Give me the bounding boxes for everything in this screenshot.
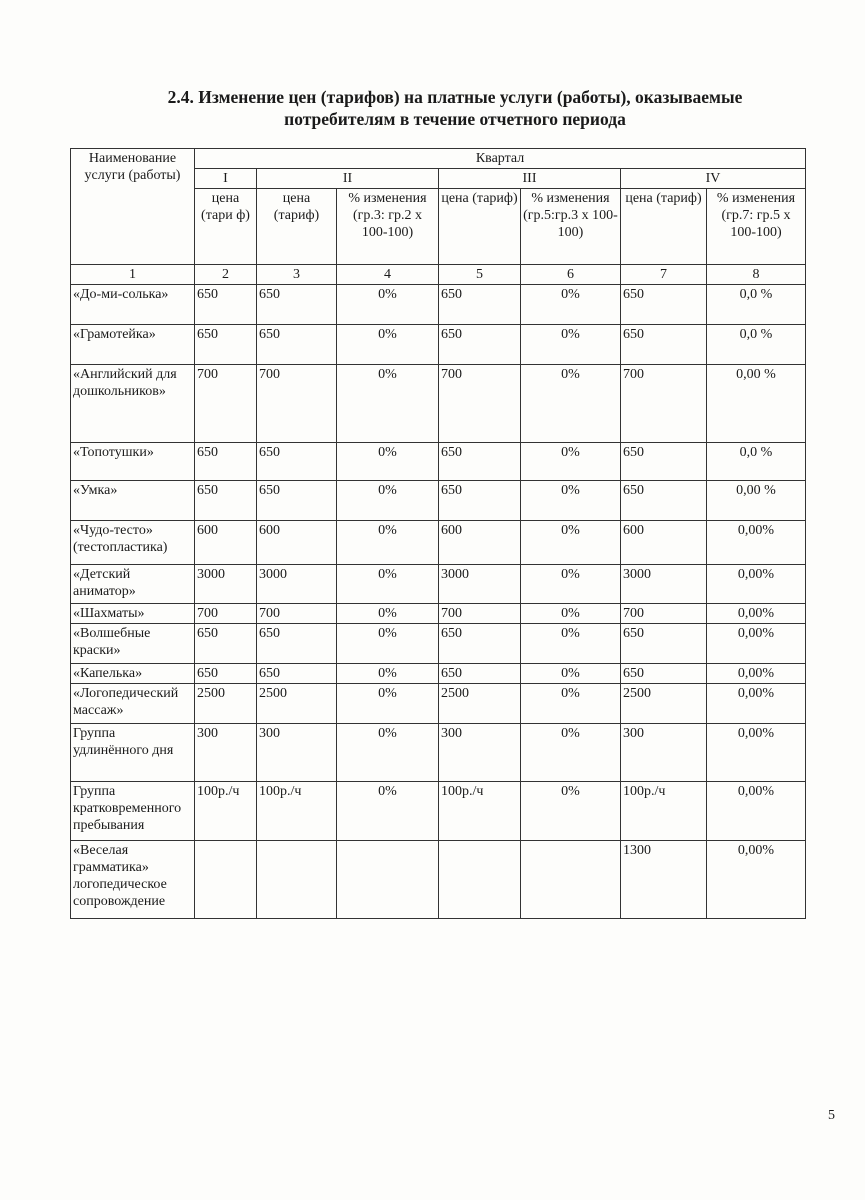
value-cell: 650 bbox=[439, 664, 521, 684]
value-cell: 650 bbox=[621, 664, 707, 684]
value-cell: 0,00% bbox=[707, 565, 806, 604]
table-row bbox=[71, 841, 806, 919]
header-q4: IV bbox=[621, 169, 806, 189]
value-cell: 1300 bbox=[621, 841, 707, 919]
value-cell: 0% bbox=[521, 285, 621, 325]
value-cell: 0% bbox=[521, 664, 621, 684]
value-cell: 650 bbox=[195, 325, 257, 365]
table-row bbox=[71, 481, 806, 521]
value-cell: 0,00% bbox=[707, 724, 806, 782]
value-cell: 0% bbox=[337, 285, 439, 325]
value-cell: 600 bbox=[195, 521, 257, 565]
value-cell: 700 bbox=[257, 365, 337, 443]
value-cell: 700 bbox=[195, 604, 257, 624]
table-row bbox=[71, 624, 806, 664]
service-name-cell: «Волшебные краски» bbox=[71, 624, 195, 664]
table-row bbox=[71, 684, 806, 724]
value-cell: 650 bbox=[195, 481, 257, 521]
header-pct-q4: % изменения (гр.7: гр.5 х 100-100) bbox=[707, 189, 806, 265]
value-cell: 0% bbox=[337, 782, 439, 841]
title-line-2: потребителям в течение отчетного периода bbox=[284, 109, 626, 129]
value-cell bbox=[521, 841, 621, 919]
value-cell bbox=[439, 841, 521, 919]
value-cell: 0,00% bbox=[707, 604, 806, 624]
value-cell: 0% bbox=[521, 604, 621, 624]
service-name-cell: Группа кратковременного пребывания bbox=[71, 782, 195, 841]
header-price-q4: цена (тариф) bbox=[621, 189, 707, 265]
col-number: 3 bbox=[257, 265, 337, 285]
value-cell: 0,00 % bbox=[707, 365, 806, 443]
table-row bbox=[71, 664, 806, 684]
service-name-cell: «Грамотейка» bbox=[71, 325, 195, 365]
table-row bbox=[71, 285, 806, 325]
value-cell: 650 bbox=[439, 624, 521, 664]
value-cell: 700 bbox=[621, 604, 707, 624]
col-number: 5 bbox=[439, 265, 521, 285]
col-number: 6 bbox=[521, 265, 621, 285]
value-cell: 650 bbox=[195, 664, 257, 684]
value-cell: 0% bbox=[521, 724, 621, 782]
value-cell: 650 bbox=[621, 285, 707, 325]
service-name-cell: «Шахматы» bbox=[71, 604, 195, 624]
service-name-cell: «Умка» bbox=[71, 481, 195, 521]
value-cell: 0% bbox=[337, 565, 439, 604]
value-cell: 2500 bbox=[439, 684, 521, 724]
value-cell: 0% bbox=[337, 664, 439, 684]
value-cell: 100р./ч bbox=[621, 782, 707, 841]
value-cell: 650 bbox=[621, 325, 707, 365]
col-number: 2 bbox=[195, 265, 257, 285]
value-cell: 650 bbox=[621, 481, 707, 521]
value-cell: 700 bbox=[439, 604, 521, 624]
value-cell: 0,00% bbox=[707, 841, 806, 919]
value-cell: 0% bbox=[337, 365, 439, 443]
table-row bbox=[71, 604, 806, 624]
value-cell: 650 bbox=[439, 325, 521, 365]
header-quarter: Квартал bbox=[195, 149, 806, 169]
service-name-cell: «Веселая грамматика» логопедическое сопровождение bbox=[71, 841, 195, 919]
value-cell: 100р./ч bbox=[439, 782, 521, 841]
header-service: Наименование услуги (работы) bbox=[71, 149, 195, 265]
service-name-cell: Группа удлинённого дня bbox=[71, 724, 195, 782]
table-row bbox=[71, 782, 806, 841]
title-line-1: 2.4. Изменение цен (тарифов) на платные услуги (работы), оказываемые bbox=[167, 87, 743, 107]
value-cell: 0% bbox=[521, 782, 621, 841]
value-cell bbox=[257, 841, 337, 919]
value-cell: 0% bbox=[521, 481, 621, 521]
value-cell: 0% bbox=[521, 365, 621, 443]
value-cell bbox=[195, 841, 257, 919]
value-cell: 0% bbox=[521, 325, 621, 365]
header-price-q2: цена (тариф) bbox=[257, 189, 337, 265]
section-title bbox=[90, 86, 820, 130]
service-name-cell: «Логопедический массаж» bbox=[71, 684, 195, 724]
value-cell: 0% bbox=[337, 481, 439, 521]
value-cell: 0% bbox=[337, 443, 439, 481]
table-row bbox=[71, 521, 806, 565]
value-cell: 2500 bbox=[195, 684, 257, 724]
value-cell: 0% bbox=[337, 684, 439, 724]
tariff-table bbox=[70, 148, 806, 919]
value-cell: 600 bbox=[621, 521, 707, 565]
header-q2: II bbox=[257, 169, 439, 189]
value-cell: 0,00 % bbox=[707, 481, 806, 521]
value-cell: 0,0 % bbox=[707, 325, 806, 365]
value-cell: 0% bbox=[337, 624, 439, 664]
value-cell: 650 bbox=[257, 481, 337, 521]
value-cell: 300 bbox=[439, 724, 521, 782]
value-cell: 650 bbox=[257, 443, 337, 481]
table-row bbox=[71, 365, 806, 443]
value-cell: 650 bbox=[257, 664, 337, 684]
value-cell: 650 bbox=[621, 443, 707, 481]
service-name-cell: «Английский для дошкольников» bbox=[71, 365, 195, 443]
value-cell: 650 bbox=[621, 624, 707, 664]
value-cell: 0,00% bbox=[707, 521, 806, 565]
value-cell: 650 bbox=[257, 624, 337, 664]
table-row bbox=[71, 565, 806, 604]
value-cell: 3000 bbox=[621, 565, 707, 604]
service-name-cell: «Топотушки» bbox=[71, 443, 195, 481]
value-cell: 600 bbox=[439, 521, 521, 565]
value-cell: 650 bbox=[439, 481, 521, 521]
column-number-row bbox=[71, 265, 806, 285]
value-cell: 0,00% bbox=[707, 664, 806, 684]
value-cell: 3000 bbox=[195, 565, 257, 604]
table-row bbox=[71, 724, 806, 782]
table-row bbox=[71, 325, 806, 365]
header-q3: III bbox=[439, 169, 621, 189]
value-cell: 650 bbox=[195, 624, 257, 664]
value-cell: 650 bbox=[195, 285, 257, 325]
value-cell: 0% bbox=[521, 521, 621, 565]
header-pct-q3: % изменения (гр.5:гр.3 х 100-100) bbox=[521, 189, 621, 265]
value-cell: 700 bbox=[621, 365, 707, 443]
value-cell: 3000 bbox=[439, 565, 521, 604]
col-number: 8 bbox=[707, 265, 806, 285]
header-price-q1: цена (тари ф) bbox=[195, 189, 257, 265]
value-cell: 0% bbox=[337, 521, 439, 565]
value-cell: 650 bbox=[257, 325, 337, 365]
col-number: 7 bbox=[621, 265, 707, 285]
value-cell: 0% bbox=[337, 325, 439, 365]
value-cell: 650 bbox=[257, 285, 337, 325]
value-cell: 0,0 % bbox=[707, 285, 806, 325]
value-cell: 700 bbox=[257, 604, 337, 624]
value-cell: 0,0 % bbox=[707, 443, 806, 481]
value-cell: 300 bbox=[621, 724, 707, 782]
service-name-cell: «Детский аниматор» bbox=[71, 565, 195, 604]
value-cell: 0% bbox=[521, 624, 621, 664]
service-name-cell: «Чудо-тесто» (тестопластика) bbox=[71, 521, 195, 565]
value-cell: 0% bbox=[337, 724, 439, 782]
value-cell: 300 bbox=[257, 724, 337, 782]
value-cell: 3000 bbox=[257, 565, 337, 604]
value-cell: 700 bbox=[195, 365, 257, 443]
value-cell: 2500 bbox=[257, 684, 337, 724]
value-cell: 0,00% bbox=[707, 684, 806, 724]
col-number: 1 bbox=[71, 265, 195, 285]
page-number: 5 bbox=[828, 1108, 835, 1123]
value-cell: 700 bbox=[439, 365, 521, 443]
header-q1: I bbox=[195, 169, 257, 189]
value-cell: 650 bbox=[195, 443, 257, 481]
value-cell: 2500 bbox=[621, 684, 707, 724]
value-cell: 650 bbox=[439, 443, 521, 481]
value-cell: 100р./ч bbox=[195, 782, 257, 841]
value-cell: 650 bbox=[439, 285, 521, 325]
service-name-cell: «Капелька» bbox=[71, 664, 195, 684]
service-name-cell: «До-ми-солька» bbox=[71, 285, 195, 325]
col-number: 4 bbox=[337, 265, 439, 285]
value-cell: 0,00% bbox=[707, 782, 806, 841]
value-cell: 0% bbox=[521, 684, 621, 724]
table-row bbox=[71, 443, 806, 481]
value-cell: 0% bbox=[521, 443, 621, 481]
header-price-q3: цена (тариф) bbox=[439, 189, 521, 265]
value-cell: 600 bbox=[257, 521, 337, 565]
value-cell: 0% bbox=[521, 565, 621, 604]
value-cell bbox=[337, 841, 439, 919]
value-cell: 100р./ч bbox=[257, 782, 337, 841]
header-pct-q2: % изменения (гр.3: гр.2 х 100-100) bbox=[337, 189, 439, 265]
value-cell: 0% bbox=[337, 604, 439, 624]
value-cell: 0,00% bbox=[707, 624, 806, 664]
value-cell: 300 bbox=[195, 724, 257, 782]
